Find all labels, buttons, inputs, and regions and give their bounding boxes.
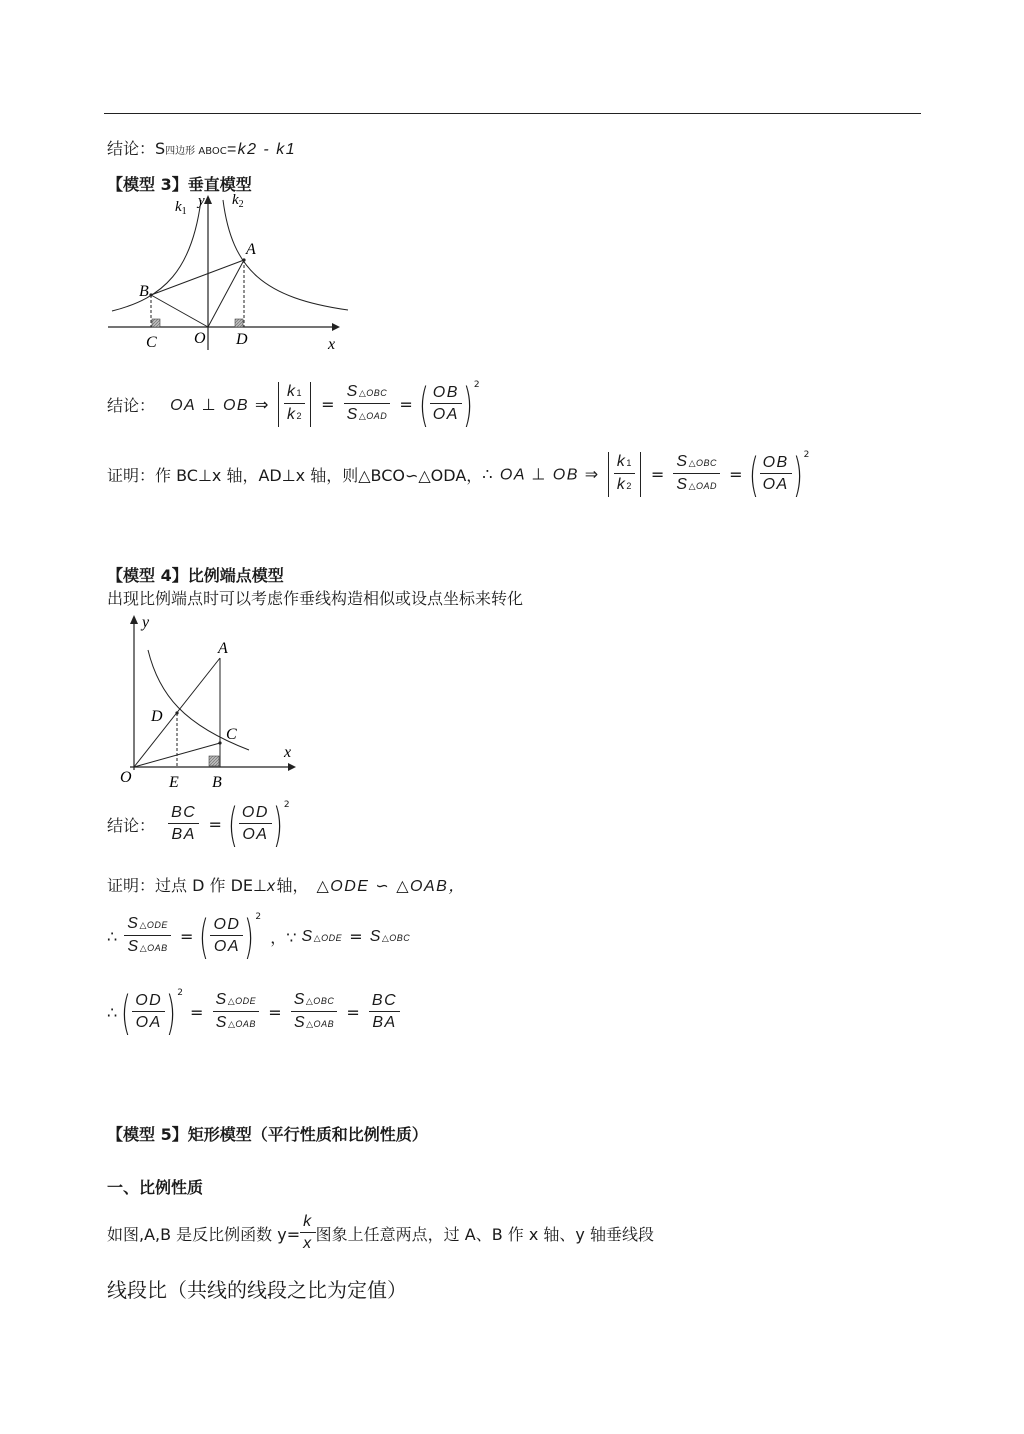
conclusion-prefix: 结论：S [107, 139, 166, 158]
section-ratio-property: 一、比例性质 [107, 1178, 204, 1197]
step2-s-oab: S△OAB [215, 1014, 256, 1031]
proof-s-oad: S△OAD [676, 476, 718, 493]
step2-s-oab-2: S△OAB [293, 1014, 335, 1031]
s-obc: S△OBC [344, 382, 391, 404]
proof-s-obc: S△OBC [673, 452, 720, 474]
quadrilateral-subscript: 四边形 ABOC [165, 146, 227, 157]
conclusion-top [107, 136, 296, 159]
bc-numerator: BC [168, 803, 199, 824]
proof-x: x [266, 878, 277, 895]
proof-k1: k1 [614, 452, 635, 474]
model3-heading: 【模型 3】垂直模型 [107, 175, 252, 194]
therefore-symbol-2: ∴ [107, 1003, 118, 1022]
point-b [149, 293, 152, 296]
segment-oa [208, 260, 244, 327]
y-axis-arrow [130, 615, 138, 624]
x-denominator: x [303, 1235, 313, 1252]
ob-numerator: OB [430, 383, 462, 404]
conclusion-label: 结论： [107, 396, 156, 415]
step1-square: 2 [255, 912, 262, 922]
right-angle-b [209, 756, 219, 766]
label-b: B [139, 283, 149, 300]
label-c: C [226, 726, 237, 743]
step2-square: 2 [177, 988, 183, 998]
oa-denominator: OA [432, 406, 459, 423]
x-axis-arrow [332, 323, 340, 331]
model3-proof: 证明：作 BC⊥x 轴，AD⊥x 轴，则△BCO∽△ODA，∴ OA ⊥ OB ⇒ $\frac{k1}{k2}$ = $\frac{\text{S△OBC}}{\text{S△OAD}}$ = ( $\frac{OB}{OA}$ )$^2$ [107, 447, 810, 502]
curve-k2 [223, 200, 348, 310]
label-d: D [151, 708, 163, 725]
model3-conclusion: 结论： OA ⊥ OB ⇒ $\frac{k1}{k2}$ = $\frac{\text{S△OBC}}{\text{S△OAD}}$ = ( $\frac{OB}{OA}$ )$^2$ [107, 377, 480, 432]
oa-denominator: OA [242, 826, 269, 843]
model4-figure [104, 610, 304, 795]
model4-conclusion: 结论： $\frac{BC}{BA}$ = ( $\frac{OD}{OA}$ )$^2$ [107, 797, 290, 852]
perpendicular-statement: OA ⊥ OB ⇒ [170, 396, 270, 414]
model4-intro: 出现比例端点时可以考虑作垂线构造相似或设点坐标来转化 [107, 589, 524, 608]
label-y: y [142, 614, 150, 631]
label-d: D [236, 331, 248, 348]
point-a [242, 258, 245, 261]
segment-ratio-heading: 线段比（共线的线段之比为定值） [107, 1278, 407, 1302]
label-k1: $k_1$ [175, 199, 187, 217]
proof-text: 证明：过点 D 作 DE⊥ [107, 876, 267, 895]
step2-s-obc: S△OBC [291, 990, 338, 1012]
proof-abs-k-ratio [608, 452, 641, 497]
proof-k2: k2 [616, 476, 632, 493]
k2-denominator: k2 [287, 406, 303, 423]
s-oad: S△OAD [346, 406, 388, 423]
label-e: E [169, 774, 179, 791]
label-a: A [218, 640, 228, 657]
label-y: y [198, 193, 205, 209]
model4-proof [107, 873, 466, 896]
model4-heading: 【模型 4】比例端点模型 [107, 566, 284, 585]
because-symbol: ，∵ [270, 928, 297, 947]
label-o: O [194, 330, 206, 347]
label-o: O [120, 769, 132, 786]
label-b: B [212, 774, 222, 791]
conclusion-label: 结论： [107, 816, 156, 835]
s-oab: S△OAB [127, 938, 168, 955]
therefore-symbol: ∴ [107, 927, 118, 946]
label-k2: $k_2$ [232, 192, 244, 210]
model5-description [107, 1212, 654, 1255]
because-s-obc: S△OBC [369, 927, 411, 945]
step2-bc: BC [369, 991, 400, 1012]
k-numerator: k [300, 1212, 316, 1233]
square-exponent: 2 [283, 800, 290, 810]
header-rule [104, 113, 921, 114]
label-x: x [284, 744, 292, 761]
step1-od: OD [210, 915, 243, 936]
proof-square: 2 [803, 450, 810, 460]
model4-step1: ∴ $\frac{\text{S△ODE}}{\text{S△OAB}}$ = ( $\frac{OD}{OA}$ )$^2$ ，∵ S△ODE = S△OBC [107, 909, 411, 964]
right-angle-c [152, 319, 160, 327]
abs-k-ratio [278, 382, 311, 427]
model3-figure [104, 190, 354, 355]
label-x: x [328, 336, 336, 353]
label-c: C [146, 334, 157, 351]
square-exponent: 2 [473, 380, 480, 390]
proof-ob: OB [760, 453, 792, 474]
right-angle-d [235, 319, 243, 327]
s-ode: S△ODE [124, 914, 171, 936]
similar-triangles: △ODE ∽ △OAB， [316, 878, 466, 895]
step1-oa: OA [213, 938, 240, 955]
area-formula: =k2 - k1 [226, 141, 297, 158]
step2-ba: BA [372, 1014, 397, 1031]
step2-oa: OA [135, 1014, 162, 1031]
point-c [218, 741, 221, 744]
proof-axis: 轴， [276, 876, 309, 895]
model5-heading: 【模型 5】矩形模型（平行性质和比例性质） [107, 1125, 428, 1144]
ba-denominator: BA [171, 826, 196, 843]
point-d [175, 711, 178, 714]
model4-step2: ∴ ( $\frac{OD}{OA}$ )$^2$ = $\frac{\text{S△ODE}}{\text{S△OAB}}$ = $\frac{\text{S△OBC}}{\text{S△OAB}}$ = $\frac{BC}{BA}$ [107, 988, 402, 1035]
od-numerator: OD [239, 803, 272, 824]
proof-perpendicular: ∴ OA ⊥ OB ⇒ [482, 466, 600, 484]
proof-oa: OA [762, 476, 789, 493]
segment-ab [151, 260, 244, 295]
k1-numerator: k1 [284, 382, 305, 404]
desc-after: 图象上任意两点，过 A、B 作 x 轴、y 轴垂线段 [315, 1225, 654, 1244]
x-axis-arrow [288, 763, 296, 771]
label-a: A [246, 241, 256, 258]
step2-od: OD [132, 991, 165, 1012]
step2-s-ode: S△ODE [213, 990, 260, 1012]
because-s-ode: S△ODE [301, 927, 343, 945]
proof-text: 证明：作 BC⊥x 轴，AD⊥x 轴，则△BCO∽△ODA， [107, 466, 483, 485]
y-axis-arrow [204, 195, 212, 204]
curve-k1 [112, 200, 201, 311]
desc-before: 如图,A,B 是反比例函数 y= [107, 1225, 301, 1244]
